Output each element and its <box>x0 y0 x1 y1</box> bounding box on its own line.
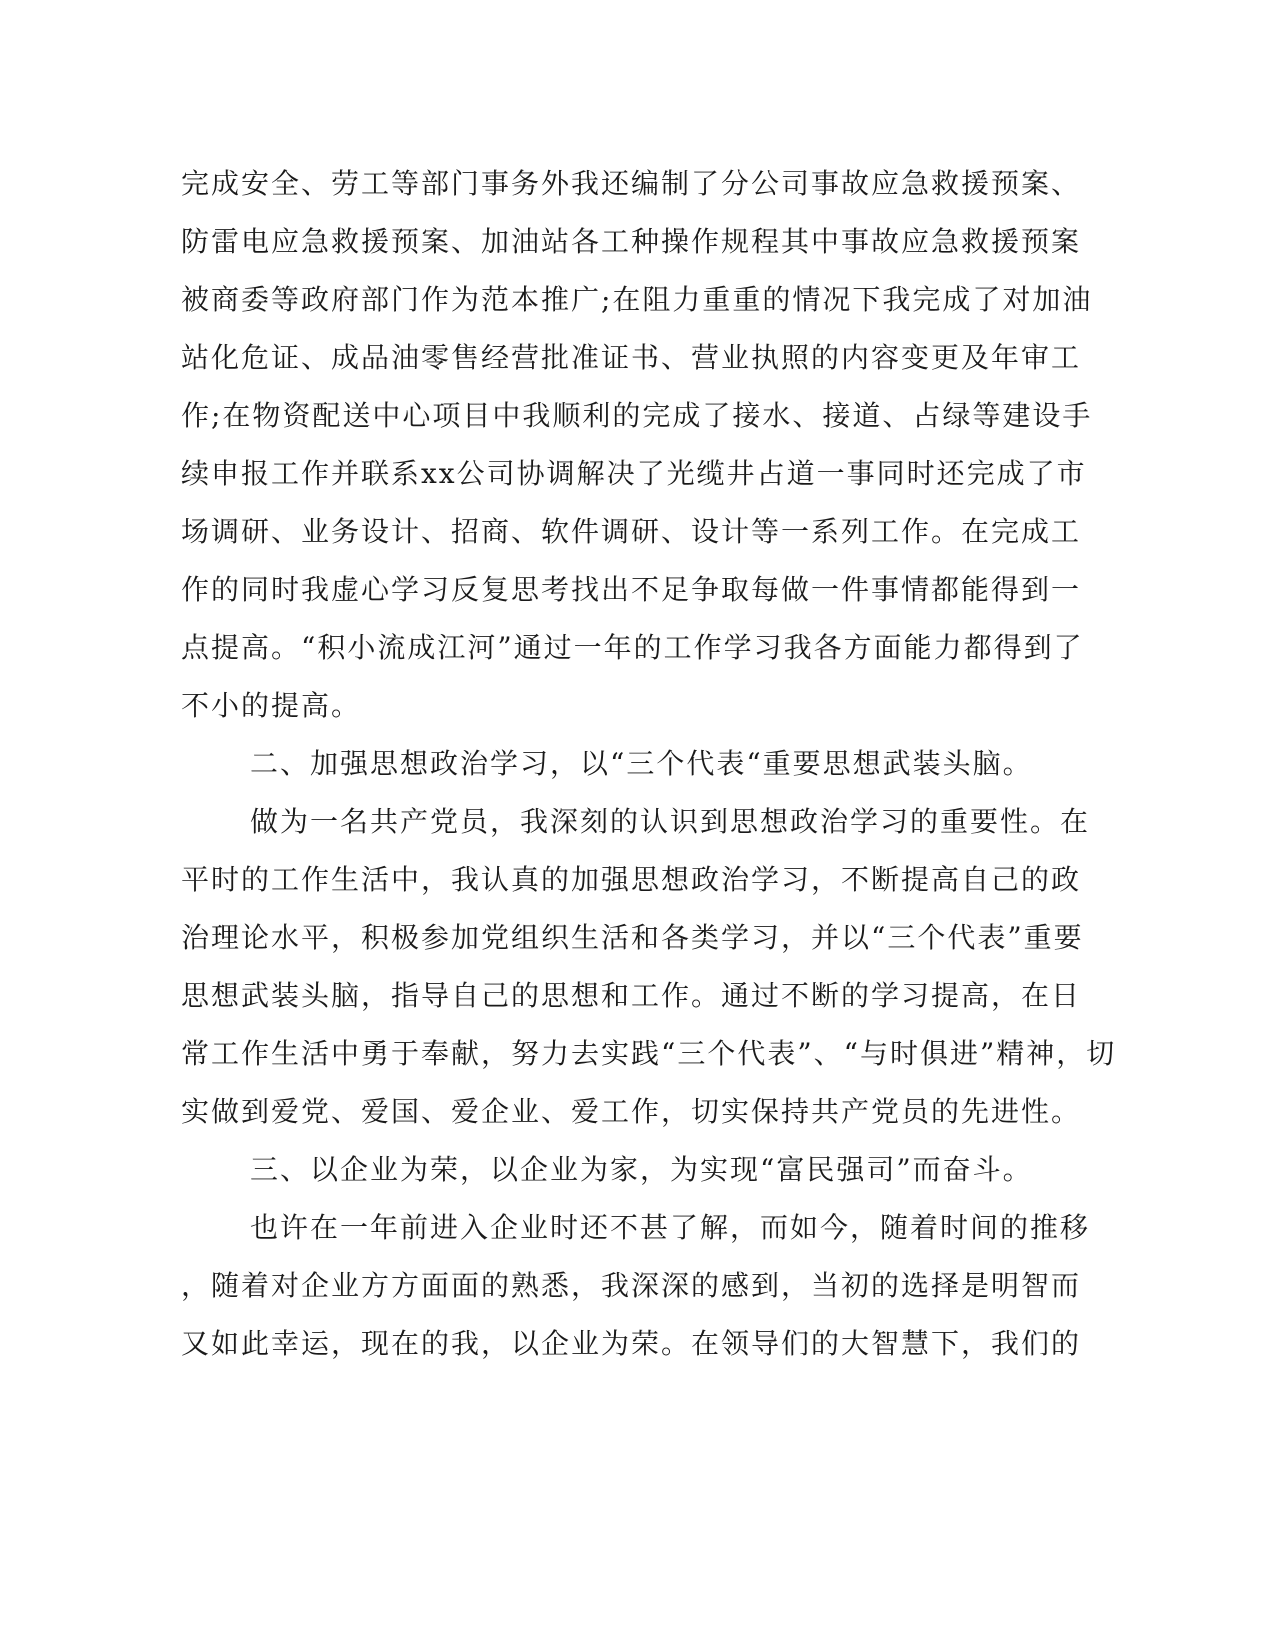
text-line: 常工作生活中勇于奉献，努力去实践“三个代表”、“与时俱进”精神，切 <box>181 1037 1117 1070</box>
text-line: 实做到爱党、爱国、爱企业、爱工作，切实保持共产党员的先进性。 <box>181 1095 1082 1128</box>
text-line: 思想武装头脑，指导自己的思想和工作。通过不断的学习提高，在日 <box>181 979 1082 1012</box>
section-heading: 三、以企业为荣，以企业为家，为实现“富民强司”而奋斗。 <box>250 1153 1033 1186</box>
text-line: 点提高。“积小流成江河”通过一年的工作学习我各方面能力都得到了 <box>181 631 1084 664</box>
text-line: 站化危证、成品油零售经营批准证书、营业执照的内容变更及年审工 <box>181 341 1082 374</box>
text-line: 防雷电应急救援预案、加油站各工种操作规程其中事故应急救援预案 <box>181 225 1082 258</box>
text-line: 被商委等政府部门作为范本推广;在阻力重重的情况下我完成了对加油 <box>181 283 1093 316</box>
text-line: 场调研、业务设计、招商、软件调研、设计等一系列工作。在完成工 <box>181 515 1082 548</box>
text-line: 完成安全、劳工等部门事务外我还编制了分公司事故应急救援预案、 <box>181 167 1082 200</box>
text-line: 治理论水平，积极参加党组织生活和各类学习，并以“三个代表”重要 <box>181 921 1084 954</box>
text-line: 不小的提高。 <box>181 689 362 722</box>
text-line: ，随着对企业方方面面的熟悉，我深深的感到，当初的选择是明智而 <box>181 1269 1082 1302</box>
text-line: 作的同时我虚心学习反复思考找出不足争取每做一件事情都能得到一 <box>181 573 1082 606</box>
paragraph-start: 做为一名共产党员，我深刻的认识到思想政治学习的重要性。在 <box>250 805 1091 838</box>
text-line: 又如此幸运，现在的我，以企业为荣。在领导们的大智慧下，我们的 <box>181 1327 1082 1360</box>
text-line: 平时的工作生活中，我认真的加强思想政治学习，不断提高自己的政 <box>181 863 1082 896</box>
text-line: 作;在物资配送中心项目中我顺利的完成了接水、接道、占绿等建设手 <box>181 399 1093 432</box>
section-heading: 二、加强思想政治学习，以“三个代表“重要思想武装头脑。 <box>250 747 1033 780</box>
text-line: 续申报工作并联系xx公司协调解决了光缆井占道一事同时还完成了市 <box>181 457 1087 490</box>
paragraph-start: 也许在一年前进入企业时还不甚了解，而如今，随着时间的推移 <box>250 1211 1091 1244</box>
